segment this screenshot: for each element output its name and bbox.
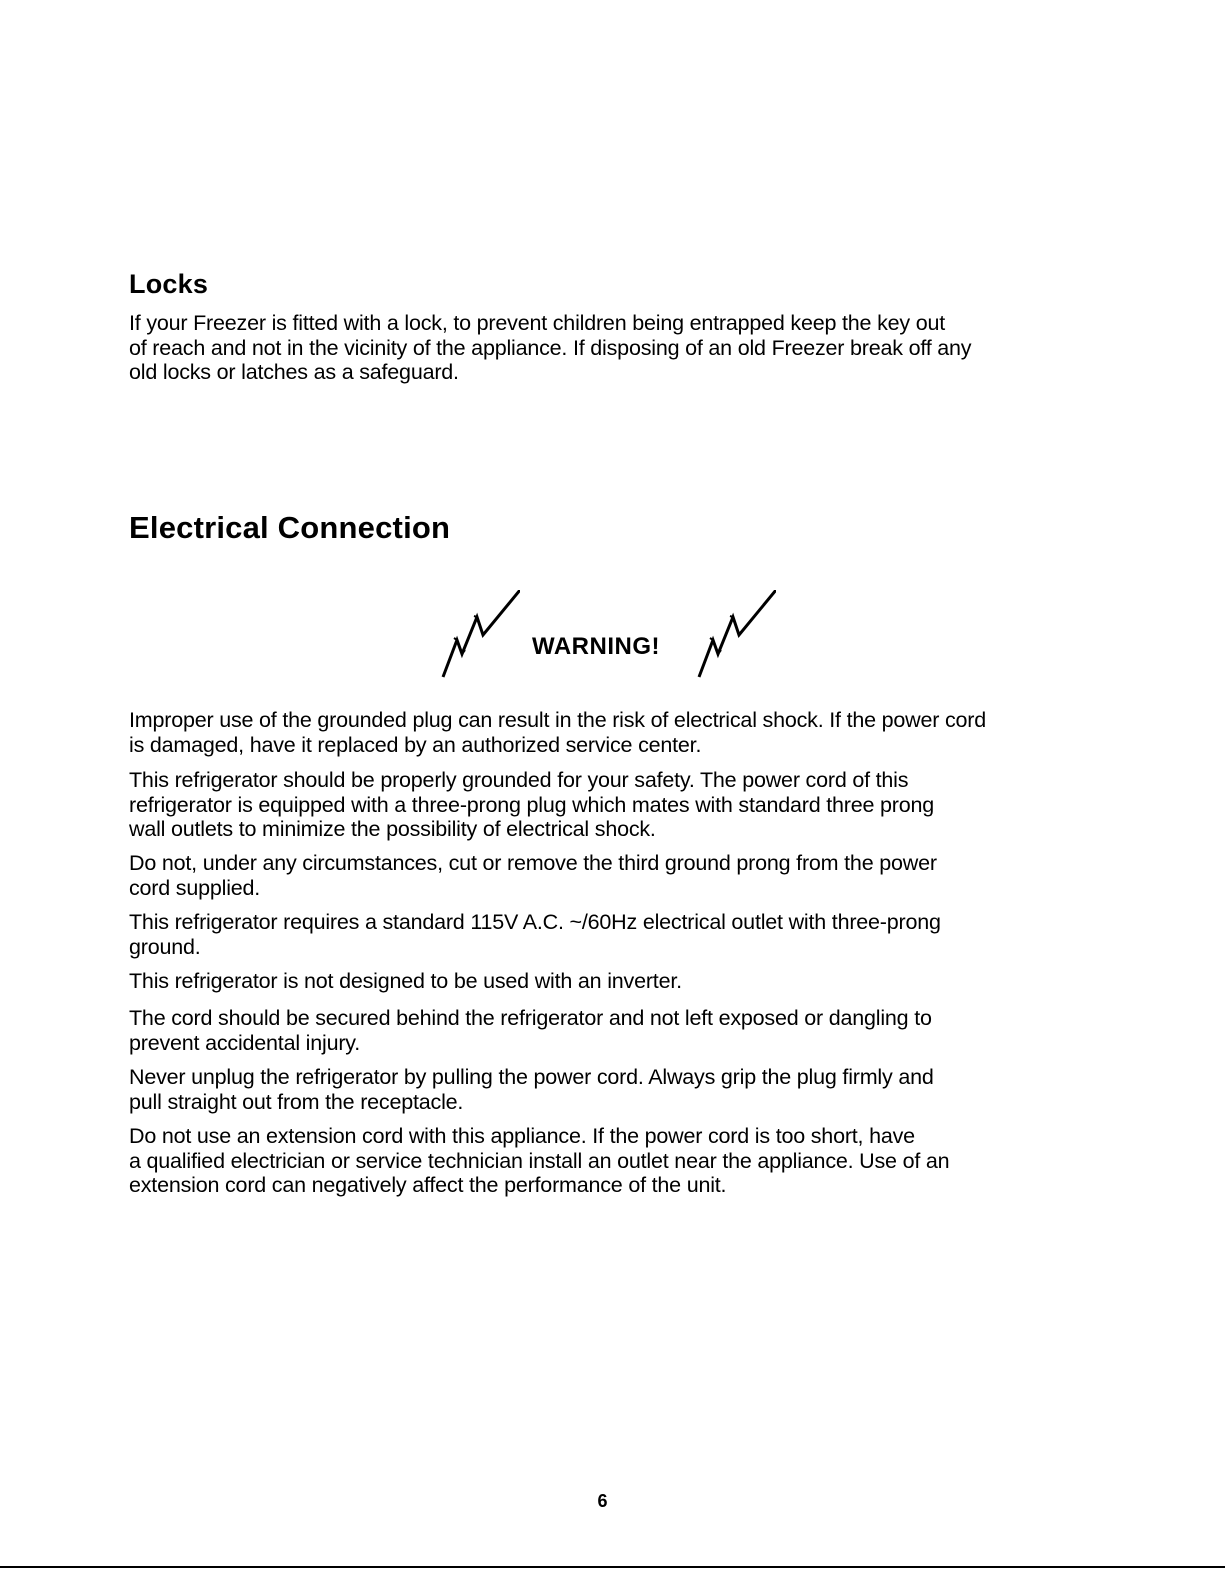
locks-paragraph: If your Freezer is fitted with a lock, to prevent children being entrapped keep the key out of reach and not in the vicinity of the appliance. If disposing of an old Freezer break off any old locks or latches as a safeguard. <box>129 311 972 384</box>
electrical-paragraph: This refrigerator is not designed to be used with an inverter. <box>129 969 682 993</box>
electrical-paragraph: Do not, under any circumstances, cut or remove the third ground prong from the power cord supplied. <box>129 851 937 900</box>
lightning-bolt-icon <box>440 590 520 680</box>
electrical-paragraph: This refrigerator should be properly grounded for your safety. The power cord of this refrigerator is equipped with a three-prong plug which mates with standard three prong wall outlets to minimize the possibility of electrical shock. <box>129 768 935 841</box>
electrical-connection-heading: Electrical Connection <box>129 510 451 545</box>
warning-banner <box>440 590 800 680</box>
electrical-paragraph: This refrigerator requires a standard 115V A.C. ~/60Hz electrical outlet with three-prong ground. <box>129 910 941 959</box>
electrical-paragraph: The cord should be secured behind the refrigerator and not left exposed or dangling to prevent accidental injury. <box>129 1006 932 1055</box>
locks-heading: Locks <box>129 269 209 299</box>
electrical-paragraph: Never unplug the refrigerator by pulling the power cord. Always grip the plug firmly and pull straight out from the receptacle. <box>129 1065 934 1114</box>
page-bottom-border <box>0 1566 1225 1568</box>
lightning-bolt-icon <box>696 590 776 680</box>
electrical-paragraph: Improper use of the grounded plug can result in the risk of electrical shock. If the power cord is damaged, have it replaced by an authorized service center. <box>129 708 986 757</box>
page-number: 6 <box>597 1491 608 1511</box>
warning-label: WARNING! <box>532 633 660 660</box>
electrical-paragraph: Do not use an extension cord with this appliance. If the power cord is too short, have a qualified electrician or service technician install an outlet near the appliance. Use of an extension cord can negatively affect the performance of the unit. <box>129 1124 950 1197</box>
